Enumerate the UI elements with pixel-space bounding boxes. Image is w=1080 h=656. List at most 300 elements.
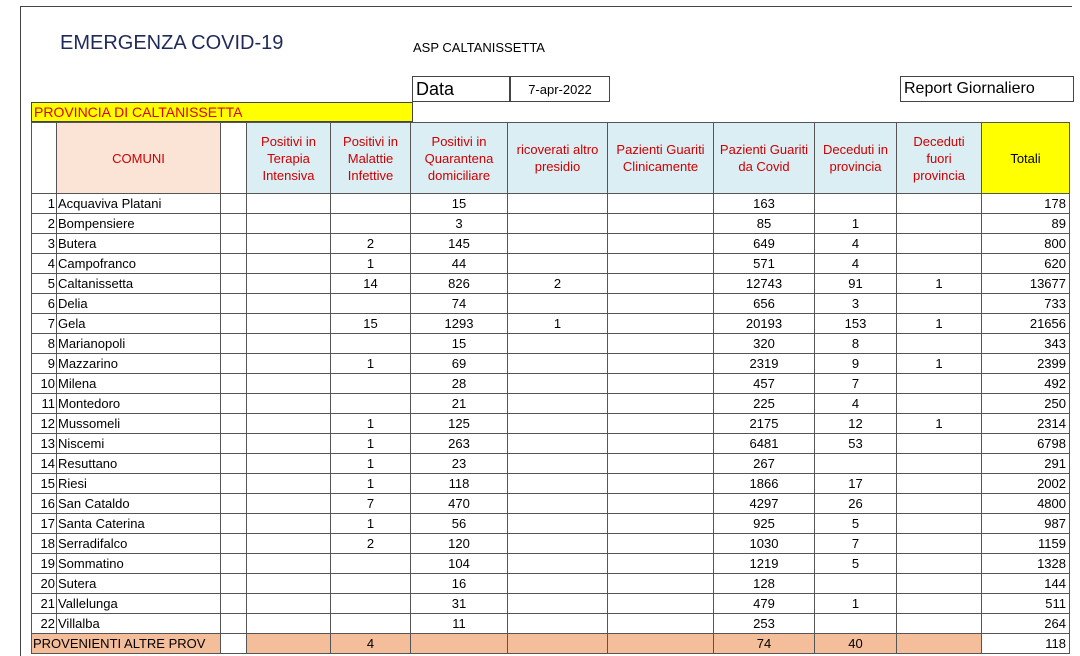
cell-comune: Sommatino xyxy=(57,554,221,574)
cell-comune: San Cataldo xyxy=(57,494,221,514)
altre-cell-ti xyxy=(247,634,331,654)
cell-mi: 15 xyxy=(331,314,411,334)
cell-rap xyxy=(508,294,608,314)
cell-pgd: 253 xyxy=(714,614,815,634)
table-row xyxy=(32,414,1070,434)
cell-pgc xyxy=(608,394,714,414)
header-row xyxy=(32,123,1070,194)
cell-pgd: 163 xyxy=(714,194,815,214)
cell-ti xyxy=(247,474,331,494)
table-row xyxy=(32,474,1070,494)
cell-dp: 17 xyxy=(815,474,897,494)
cell-dfp xyxy=(897,214,982,234)
cell-dp: 12 xyxy=(815,414,897,434)
cell-mi: 1 xyxy=(331,414,411,434)
cell-rap xyxy=(508,454,608,474)
cell-pgd: 479 xyxy=(714,594,815,614)
cell-mi: 1 xyxy=(331,514,411,534)
altre-cell-tot: 118 xyxy=(982,634,1070,654)
cell-pgd: 12743 xyxy=(714,274,815,294)
cell-pgc xyxy=(608,214,714,234)
cell-dp: 8 xyxy=(815,334,897,354)
cell-dp: 153 xyxy=(815,314,897,334)
cell-qd: 11 xyxy=(411,614,508,634)
cell-qd: 15 xyxy=(411,334,508,354)
cell-qd: 118 xyxy=(411,474,508,494)
table-row xyxy=(32,294,1070,314)
cell-comune: Mussomeli xyxy=(57,414,221,434)
cell-qd: 125 xyxy=(411,414,508,434)
cell-comune: Marianopoli xyxy=(57,334,221,354)
cell-n: 13 xyxy=(32,434,57,454)
cell-pgd: 225 xyxy=(714,394,815,414)
cell-comune: Gela xyxy=(57,314,221,334)
cell-pgc xyxy=(608,434,714,454)
cell-spacer xyxy=(221,434,247,454)
cell-mi: 1 xyxy=(331,434,411,454)
cell-dfp: 1 xyxy=(897,314,982,334)
header-num xyxy=(32,123,57,194)
table-row xyxy=(32,314,1070,334)
cell-dp: 4 xyxy=(815,234,897,254)
cell-mi: 1 xyxy=(331,354,411,374)
table-row xyxy=(32,454,1070,474)
cell-comune: Acquaviva Platani xyxy=(57,194,221,214)
cell-ti xyxy=(247,254,331,274)
altre-cell-qd xyxy=(411,634,508,654)
cell-qd: 74 xyxy=(411,294,508,314)
cell-tot: 89 xyxy=(982,214,1070,234)
cell-pgd: 571 xyxy=(714,254,815,274)
cell-spacer xyxy=(221,374,247,394)
cell-n: 14 xyxy=(32,454,57,474)
cell-qd: 120 xyxy=(411,534,508,554)
cell-dfp xyxy=(897,294,982,314)
cell-tot: 733 xyxy=(982,294,1070,314)
cell-ti xyxy=(247,574,331,594)
cell-pgc xyxy=(608,374,714,394)
covid-table xyxy=(31,122,1070,654)
cell-dfp xyxy=(897,554,982,574)
cell-rap xyxy=(508,214,608,234)
cell-pgd: 1030 xyxy=(714,534,815,554)
cell-dfp xyxy=(897,514,982,534)
cell-rap xyxy=(508,334,608,354)
cell-dp: 3 xyxy=(815,294,897,314)
cell-qd: 15 xyxy=(411,194,508,214)
cell-dp xyxy=(815,614,897,634)
cell-tot: 21656 xyxy=(982,314,1070,334)
cell-spacer xyxy=(221,314,247,334)
cell-pgc xyxy=(608,514,714,534)
table-row xyxy=(32,274,1070,294)
cell-rap: 1 xyxy=(508,314,608,334)
cell-n: 19 xyxy=(32,554,57,574)
cell-tot: 13677 xyxy=(982,274,1070,294)
cell-rap: 2 xyxy=(508,274,608,294)
cell-n: 7 xyxy=(32,314,57,334)
cell-dfp xyxy=(897,594,982,614)
cell-pgc xyxy=(608,254,714,274)
cell-n: 2 xyxy=(32,214,57,234)
cell-dp: 7 xyxy=(815,374,897,394)
cell-rap xyxy=(508,494,608,514)
cell-comune: Delia xyxy=(57,294,221,314)
cell-ti xyxy=(247,594,331,614)
header-guariti-clinicamente: Pazienti Guariti Clinicamente xyxy=(608,123,714,194)
cell-rap xyxy=(508,554,608,574)
cell-dfp xyxy=(897,394,982,414)
cell-dp: 5 xyxy=(815,514,897,534)
cell-ti xyxy=(247,454,331,474)
cell-qd: 31 xyxy=(411,594,508,614)
cell-pgc xyxy=(608,354,714,374)
cell-n: 10 xyxy=(32,374,57,394)
table-row xyxy=(32,534,1070,554)
cell-pgc xyxy=(608,194,714,214)
cell-spacer xyxy=(221,474,247,494)
cell-tot: 800 xyxy=(982,234,1070,254)
asp-label: ASP CALTANISSETTA xyxy=(413,40,545,55)
cell-ti xyxy=(247,334,331,354)
cell-qd: 145 xyxy=(411,234,508,254)
cell-ti xyxy=(247,614,331,634)
cell-dfp: 1 xyxy=(897,354,982,374)
cell-ti xyxy=(247,194,331,214)
cell-spacer xyxy=(221,294,247,314)
cell-comune: Resuttano xyxy=(57,454,221,474)
altre-prov-row xyxy=(32,634,1070,654)
cell-n: 9 xyxy=(32,354,57,374)
cell-n: 21 xyxy=(32,594,57,614)
cell-ti xyxy=(247,214,331,234)
cell-rap xyxy=(508,534,608,554)
cell-dfp: 1 xyxy=(897,274,982,294)
cell-dp: 53 xyxy=(815,434,897,454)
cell-tot: 2399 xyxy=(982,354,1070,374)
cell-tot: 343 xyxy=(982,334,1070,354)
cell-rap xyxy=(508,594,608,614)
data-label: Data xyxy=(412,76,510,102)
cell-spacer xyxy=(221,394,247,414)
report-label: Report Giornaliero xyxy=(900,76,1074,102)
cell-pgd: 457 xyxy=(714,374,815,394)
cell-pgd: 649 xyxy=(714,234,815,254)
cell-ti xyxy=(247,274,331,294)
cell-comune: Vallelunga xyxy=(57,594,221,614)
cell-mi: 1 xyxy=(331,254,411,274)
cell-spacer xyxy=(221,574,247,594)
cell-n: 22 xyxy=(32,614,57,634)
cell-comune: Campofranco xyxy=(57,254,221,274)
altre-cell-mi: 4 xyxy=(331,634,411,654)
cell-rap xyxy=(508,254,608,274)
cell-spacer xyxy=(221,234,247,254)
cell-pgc xyxy=(608,334,714,354)
cell-rap xyxy=(508,434,608,454)
page-title: EMERGENZA COVID-19 xyxy=(60,32,284,54)
cell-mi: 7 xyxy=(331,494,411,514)
cell-qd: 826 xyxy=(411,274,508,294)
cell-pgd: 925 xyxy=(714,514,815,534)
cell-dfp xyxy=(897,454,982,474)
cell-n: 16 xyxy=(32,494,57,514)
cell-pgc xyxy=(608,474,714,494)
header-deceduti-provincia: Deceduti in provincia xyxy=(815,123,897,194)
cell-pgd: 1219 xyxy=(714,554,815,574)
cell-qd: 3 xyxy=(411,214,508,234)
cell-dfp xyxy=(897,334,982,354)
cell-rap xyxy=(508,354,608,374)
cell-mi xyxy=(331,574,411,594)
cell-pgd: 656 xyxy=(714,294,815,314)
cell-n: 8 xyxy=(32,334,57,354)
table-row xyxy=(32,554,1070,574)
cell-tot: 178 xyxy=(982,194,1070,214)
cell-dfp xyxy=(897,374,982,394)
cell-tot: 492 xyxy=(982,374,1070,394)
cell-comune: Mazzarino xyxy=(57,354,221,374)
table-row xyxy=(32,614,1070,634)
cell-qd: 28 xyxy=(411,374,508,394)
cell-comune: Butera xyxy=(57,234,221,254)
cell-comune: Villalba xyxy=(57,614,221,634)
cell-dp: 1 xyxy=(815,214,897,234)
cell-n: 18 xyxy=(32,534,57,554)
cell-qd: 104 xyxy=(411,554,508,574)
cell-ti xyxy=(247,414,331,434)
cell-pgd: 267 xyxy=(714,454,815,474)
cell-n: 17 xyxy=(32,514,57,534)
cell-comune: Montedoro xyxy=(57,394,221,414)
cell-pgd: 2319 xyxy=(714,354,815,374)
cell-pgc xyxy=(608,554,714,574)
cell-mi xyxy=(331,394,411,414)
cell-pgc xyxy=(608,574,714,594)
cell-ti xyxy=(247,394,331,414)
cell-spacer xyxy=(221,354,247,374)
altre-cell-rap xyxy=(508,634,608,654)
cell-mi: 1 xyxy=(331,474,411,494)
cell-rap xyxy=(508,514,608,534)
table-row xyxy=(32,234,1070,254)
table-row xyxy=(32,374,1070,394)
cell-spacer xyxy=(221,554,247,574)
cell-tot: 144 xyxy=(982,574,1070,594)
table-row xyxy=(32,194,1070,214)
cell-tot: 1159 xyxy=(982,534,1070,554)
header-guariti-covid: Pazienti Guariti da Covid xyxy=(714,123,815,194)
cell-mi: 14 xyxy=(331,274,411,294)
cell-mi: 1 xyxy=(331,454,411,474)
cell-comune: Santa Caterina xyxy=(57,514,221,534)
header-spacer xyxy=(221,123,247,194)
cell-dp: 7 xyxy=(815,534,897,554)
cell-spacer xyxy=(221,454,247,474)
cell-pgc xyxy=(608,294,714,314)
cell-rap xyxy=(508,614,608,634)
cell-ti xyxy=(247,314,331,334)
cell-qd: 263 xyxy=(411,434,508,454)
cell-rap xyxy=(508,394,608,414)
cell-qd: 69 xyxy=(411,354,508,374)
cell-ti xyxy=(247,374,331,394)
cell-n: 6 xyxy=(32,294,57,314)
cell-ti xyxy=(247,514,331,534)
cell-spacer xyxy=(221,514,247,534)
cell-spacer xyxy=(221,414,247,434)
table-row xyxy=(32,594,1070,614)
cell-tot: 264 xyxy=(982,614,1070,634)
header-deceduti-fuori: Deceduti fuori provincia xyxy=(897,123,982,194)
altre-cell-pgd: 74 xyxy=(714,634,815,654)
cell-mi xyxy=(331,374,411,394)
table-row xyxy=(32,434,1070,454)
data-value: 7-apr-2022 xyxy=(510,76,610,102)
cell-ti xyxy=(247,294,331,314)
table-row xyxy=(32,334,1070,354)
cell-tot: 511 xyxy=(982,594,1070,614)
cell-ti xyxy=(247,434,331,454)
altre-prov-label: PROVENIENTI ALTRE PROV xyxy=(32,634,221,654)
altre-cell-pgc xyxy=(608,634,714,654)
table-row xyxy=(32,354,1070,374)
cell-spacer xyxy=(221,274,247,294)
cell-rap xyxy=(508,194,608,214)
cell-comune: Milena xyxy=(57,374,221,394)
cell-tot: 4800 xyxy=(982,494,1070,514)
cell-tot: 6798 xyxy=(982,434,1070,454)
cell-mi: 2 xyxy=(331,234,411,254)
cell-n: 20 xyxy=(32,574,57,594)
cell-pgc xyxy=(608,614,714,634)
cell-comune: Sutera xyxy=(57,574,221,594)
cell-tot: 2002 xyxy=(982,474,1070,494)
cell-comune: Caltanissetta xyxy=(57,274,221,294)
cell-dfp xyxy=(897,194,982,214)
cell-dfp xyxy=(897,234,982,254)
header-malattie-infettive: Positivi in Malattie Infettive xyxy=(331,123,411,194)
cell-pgd: 128 xyxy=(714,574,815,594)
cell-qd: 56 xyxy=(411,514,508,534)
cell-ti xyxy=(247,354,331,374)
table-row xyxy=(32,214,1070,234)
cell-n: 4 xyxy=(32,254,57,274)
header-totali: Totali xyxy=(982,123,1070,194)
cell-rap xyxy=(508,234,608,254)
cell-pgd: 6481 xyxy=(714,434,815,454)
cell-mi xyxy=(331,614,411,634)
cell-dp xyxy=(815,574,897,594)
cell-ti xyxy=(247,234,331,254)
cell-dfp xyxy=(897,574,982,594)
cell-dp: 1 xyxy=(815,594,897,614)
cell-ti xyxy=(247,534,331,554)
cell-mi xyxy=(331,554,411,574)
cell-spacer xyxy=(221,494,247,514)
cell-n: 5 xyxy=(32,274,57,294)
table-row xyxy=(32,394,1070,414)
cell-dp xyxy=(815,194,897,214)
cell-n: 3 xyxy=(32,234,57,254)
cell-mi xyxy=(331,334,411,354)
cell-pgd: 20193 xyxy=(714,314,815,334)
header-ricoverati: ricoverati altro presidio xyxy=(508,123,608,194)
cell-pgc xyxy=(608,534,714,554)
cell-spacer xyxy=(221,194,247,214)
cell-dp: 4 xyxy=(815,254,897,274)
table-row xyxy=(32,254,1070,274)
cell-pgd: 4297 xyxy=(714,494,815,514)
cell-dp: 26 xyxy=(815,494,897,514)
cell-pgc xyxy=(608,594,714,614)
cell-spacer xyxy=(221,214,247,234)
cell-mi: 2 xyxy=(331,534,411,554)
cell-qd: 470 xyxy=(411,494,508,514)
cell-dfp xyxy=(897,474,982,494)
altre-cell-dp: 40 xyxy=(815,634,897,654)
cell-tot: 291 xyxy=(982,454,1070,474)
cell-ti xyxy=(247,554,331,574)
cell-dp: 4 xyxy=(815,394,897,414)
cell-dfp xyxy=(897,254,982,274)
cell-qd: 21 xyxy=(411,394,508,414)
cell-spacer xyxy=(221,614,247,634)
cell-n: 1 xyxy=(32,194,57,214)
cell-pgd: 320 xyxy=(714,334,815,354)
cell-spacer xyxy=(221,594,247,614)
cell-mi xyxy=(331,594,411,614)
cell-qd: 1293 xyxy=(411,314,508,334)
province-label: PROVINCIA DI CALTANISSETTA xyxy=(31,102,413,122)
cell-dfp xyxy=(897,614,982,634)
cell-rap xyxy=(508,374,608,394)
cell-dfp xyxy=(897,434,982,454)
cell-pgc xyxy=(608,274,714,294)
cell-tot: 1328 xyxy=(982,554,1070,574)
cell-mi xyxy=(331,194,411,214)
table-row xyxy=(32,574,1070,594)
cell-mi xyxy=(331,214,411,234)
cell-tot: 987 xyxy=(982,514,1070,534)
cell-dp: 9 xyxy=(815,354,897,374)
cell-comune: Bompensiere xyxy=(57,214,221,234)
header-quarantena: Positivi in Quarantena domiciliare xyxy=(411,123,508,194)
altre-cell-dfp xyxy=(897,634,982,654)
cell-dp xyxy=(815,454,897,474)
cell-spacer xyxy=(221,634,247,654)
cell-comune: Riesi xyxy=(57,474,221,494)
cell-rap xyxy=(508,574,608,594)
table-row xyxy=(32,494,1070,514)
cell-rap xyxy=(508,414,608,434)
cell-pgc xyxy=(608,314,714,334)
cell-comune: Serradifalco xyxy=(57,534,221,554)
cell-pgc xyxy=(608,414,714,434)
cell-dp: 91 xyxy=(815,274,897,294)
cell-pgc xyxy=(608,494,714,514)
table-row xyxy=(32,514,1070,534)
cell-dfp xyxy=(897,534,982,554)
cell-dfp: 1 xyxy=(897,414,982,434)
cell-qd: 44 xyxy=(411,254,508,274)
cell-n: 15 xyxy=(32,474,57,494)
cell-pgd: 1866 xyxy=(714,474,815,494)
cell-tot: 250 xyxy=(982,394,1070,414)
cell-dfp xyxy=(897,494,982,514)
cell-ti xyxy=(247,494,331,514)
cell-pgd: 85 xyxy=(714,214,815,234)
